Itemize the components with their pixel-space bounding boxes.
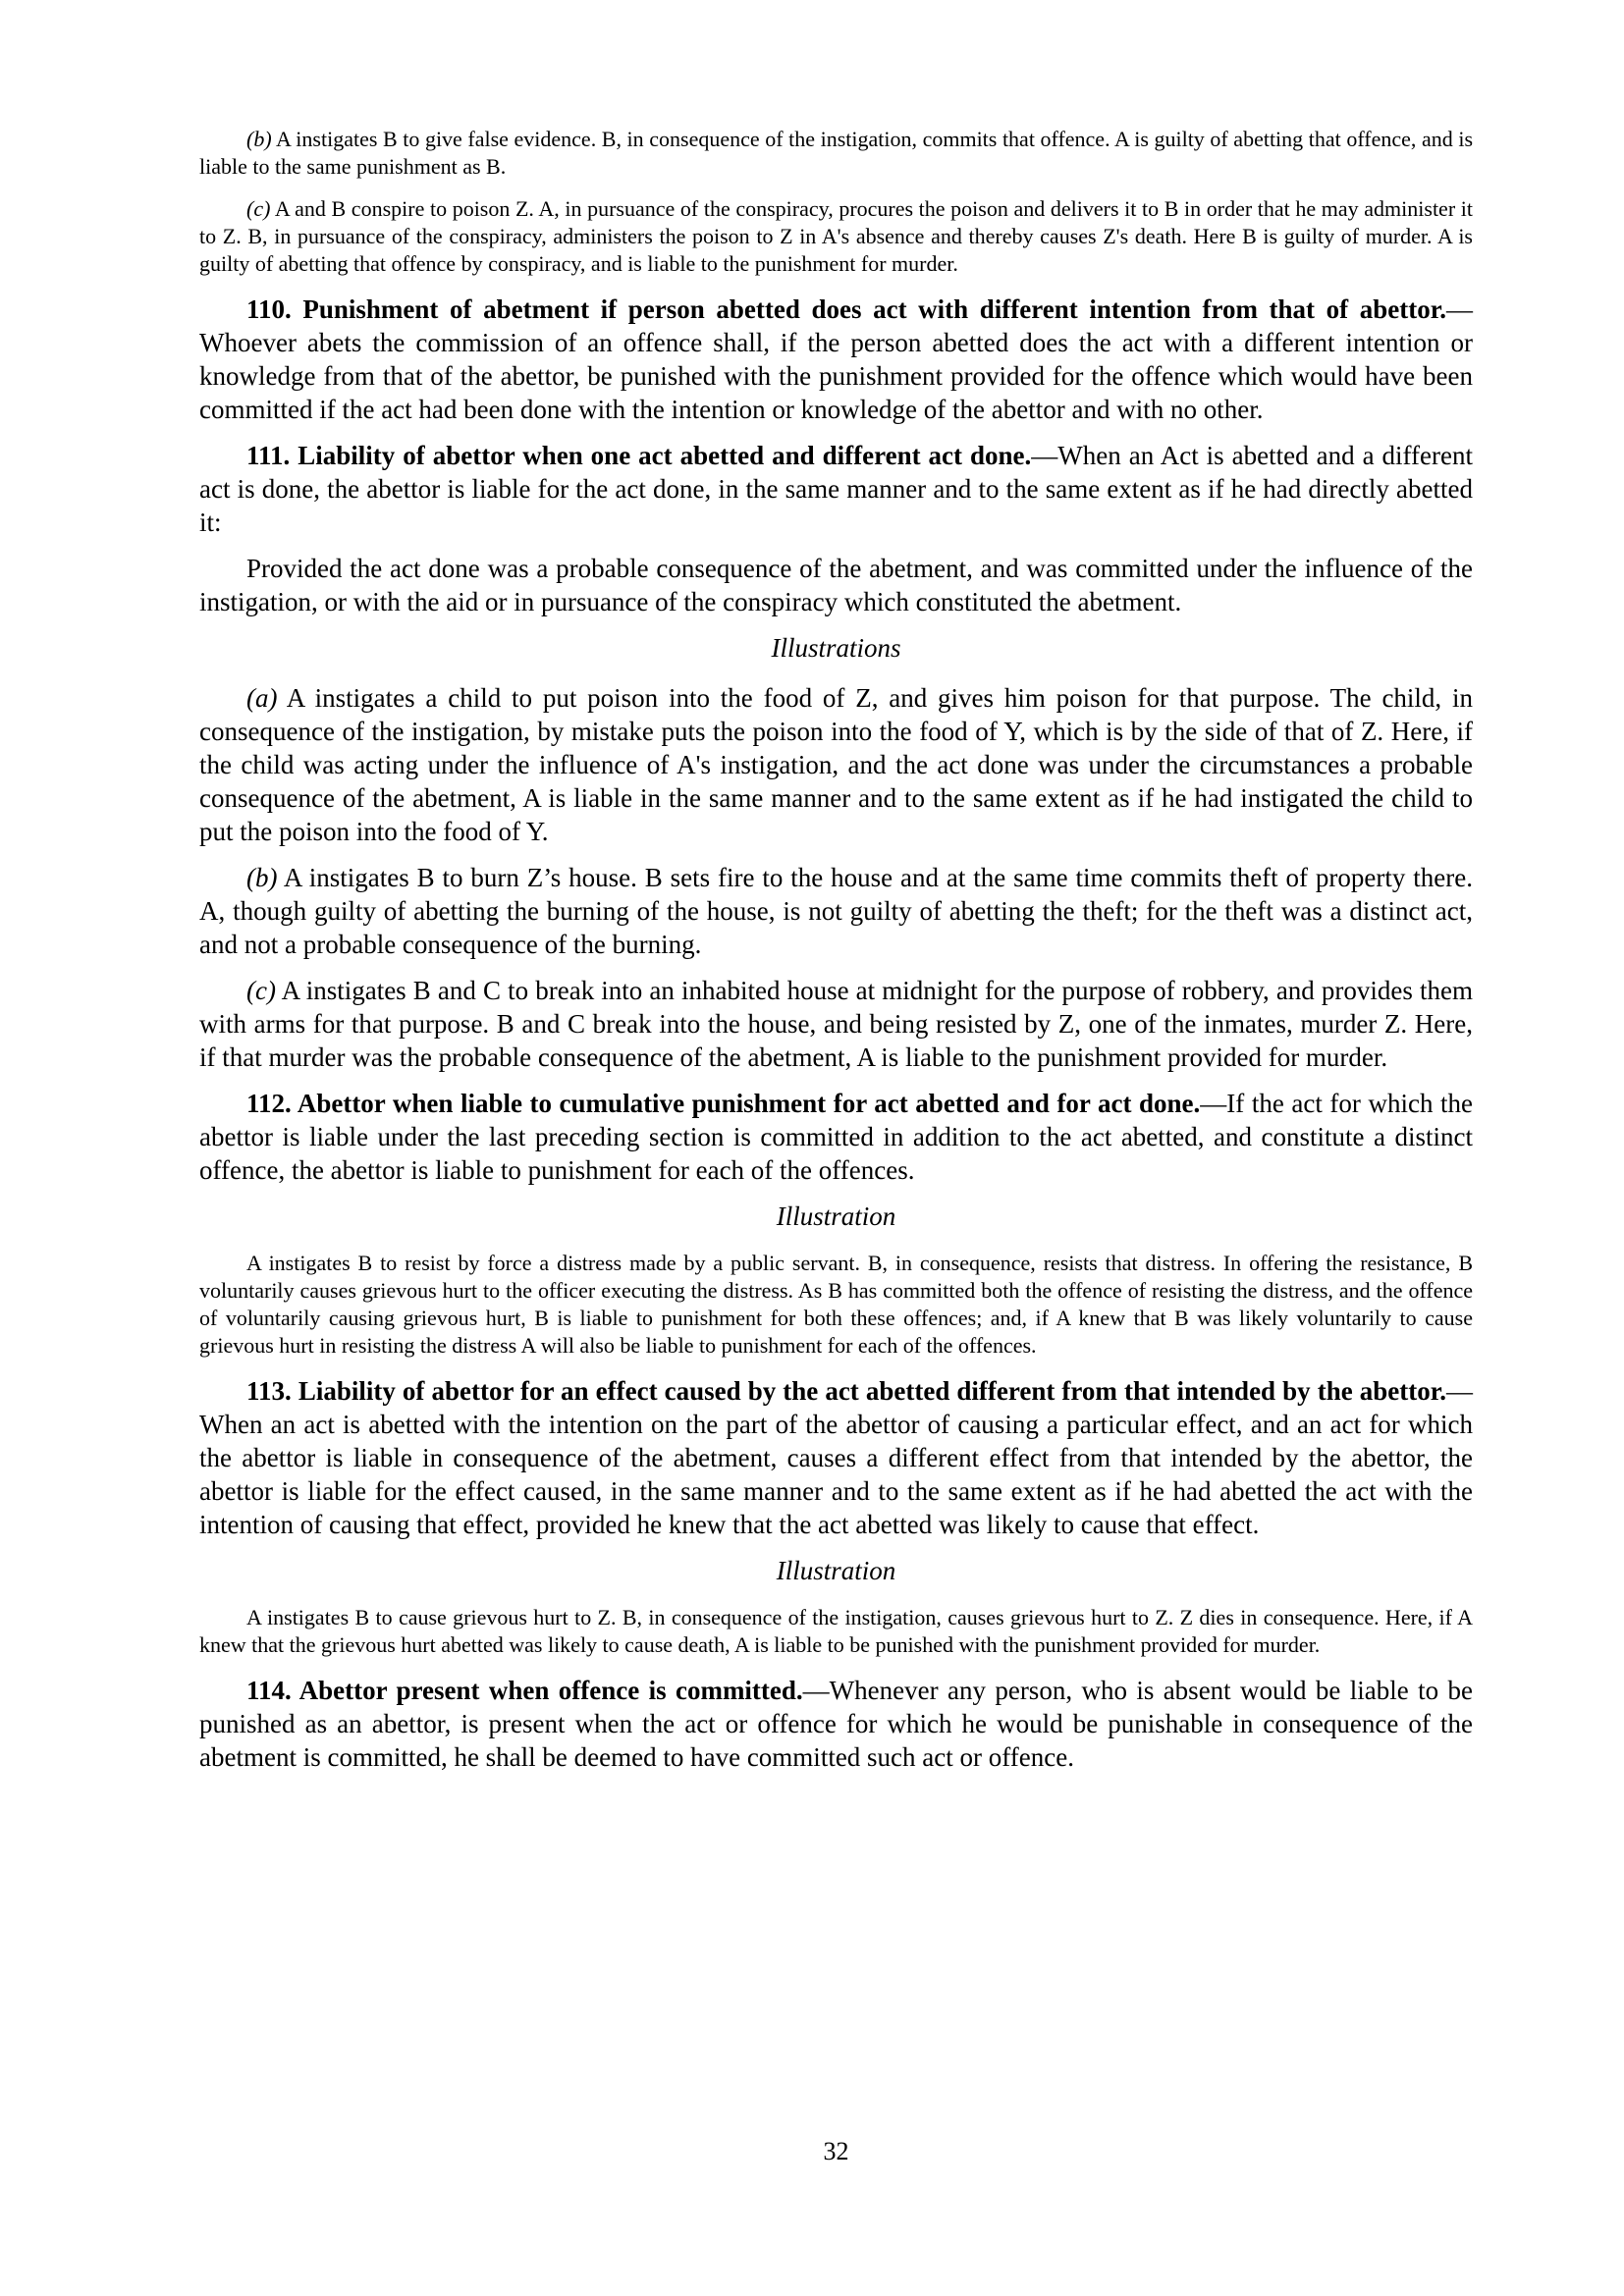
text-run-normal: —Whenever any person, who is absent would be liable to be punished as an abettor, is present when the act or offence for which he would be punishable in consequence of the abetment is committed, he shall be deemed to have committed such act or offence. bbox=[199, 1676, 1473, 1772]
text-run-normal: A instigates B to give false evidence. B, in consequence of the instigation, commits that offence. A is guilty of abetting that offence, and is liable to the same punishment as B. bbox=[199, 127, 1473, 179]
text-run-italic: (c) bbox=[246, 196, 271, 221]
text-run-normal: Illustrations bbox=[771, 633, 901, 663]
text-run-normal: A instigates B and C to break into an inhabited house at midnight for the purpose of robbery, and provides them with arms for that purpose. B and C break into the house, and being resisted by Z, one of the inmates, murder Z. Here, if that murder was the probable consequence of the abetment, A is liable to the punishment provided for murder. bbox=[199, 976, 1473, 1072]
text-run-bold: 113. Liability of abettor for an effect caused by the act abetted different from that intended by the abettor. bbox=[246, 1376, 1446, 1406]
text-run-bold: 110. Punishment of abetment if person abetted does act with different intention from that of abettor. bbox=[246, 294, 1446, 324]
document-body bbox=[199, 126, 1473, 1787]
text-run-normal: —When an Act is abetted and a different act is done, the abettor is liable for the act done, in the same manner and to the same extent as if he had directly abetted it: bbox=[199, 441, 1473, 537]
text-run-normal: Illustration bbox=[776, 1201, 896, 1231]
page-number: 32 bbox=[823, 2137, 849, 2165]
illustration-heading-sec112 bbox=[199, 1200, 1473, 1233]
text-run-normal: A instigates B to burn Z’s house. B sets fire to the house and at the same time commits theft of property there. A, though guilty of abetting the burning of the house, is not guilty of abetting the theft; for the theft was a distinct act, and not a probable consequence of the burning. bbox=[199, 863, 1473, 959]
text-run-normal: —When an act is abetted with the intention on the part of the abettor of causing a particular effect, and an act for which the abettor is liable in consequence of the abetment, causes a different effect from that intended by the abettor, the abettor is liable for the effect caused, in the same manner and to the same extent as if he had abetted the act with the intention of causing that effect, provided he knew that the act abetted was likely to cause that effect. bbox=[199, 1376, 1473, 1539]
text-run-normal: Illustration bbox=[776, 1556, 896, 1585]
text-run-normal: A instigates a child to put poison into the food of Z, and gives him poison for that purpose. The child, in consequence of the instigation, by mistake puts the poison into the food of Y, which is by the side of that of Z. Here, if the child was acting under the influence of A's instigation, and the act done was under the circumstances a probable consequence of the abetment, A is liable in the same manner and to the same extent as if he had instigated the child to put the poison into the food of Y. bbox=[199, 683, 1473, 846]
text-run-italic: (a) bbox=[246, 683, 278, 713]
illustration-item-b-sec111 bbox=[199, 861, 1473, 961]
text-run-normal: Provided the act done was a probable consequence of the abetment, and was committed under the influence of the instigation, or with the aid or in pursuance of the conspiracy which constituted the abetment. bbox=[199, 554, 1473, 616]
text-run-italic: (c) bbox=[246, 976, 276, 1005]
text-run-bold: 114. Abettor present when offence is committed. bbox=[246, 1676, 803, 1705]
illustration-heading-sec113 bbox=[199, 1554, 1473, 1587]
section-111-proviso bbox=[199, 552, 1473, 618]
illustration-body-sec113 bbox=[199, 1604, 1473, 1659]
section-114-paragraph bbox=[199, 1674, 1473, 1774]
section-111-paragraph bbox=[199, 439, 1473, 539]
text-run-italic: (b) bbox=[246, 863, 278, 892]
illustration-body-sec112 bbox=[199, 1250, 1473, 1360]
text-run-normal: —If the act for which the abettor is liable under the last preceding section is committed in addition to the act abetted, and constitute a distinct offence, the abettor is liable to punishment for each of the offences. bbox=[199, 1089, 1473, 1185]
text-run-bold: 112. Abettor when liable to cumulative punishment for act abetted and for act done. bbox=[246, 1089, 1201, 1118]
text-run-bold: 111. Liability of abettor when one act abetted and different act done. bbox=[246, 441, 1032, 470]
illustration-item-c-sec109 bbox=[199, 195, 1473, 278]
text-run-normal: —Whoever abets the commission of an offence shall, if the person abetted does the act with a different intention or knowledge from that of the abettor, be punished with the punishment provided for the offence which would have been committed if the act had been done with the intention or knowledge of the abettor and with no other. bbox=[199, 294, 1473, 424]
illustration-item-c-sec111 bbox=[199, 974, 1473, 1074]
illustration-item-a-sec111 bbox=[199, 681, 1473, 848]
section-110-paragraph bbox=[199, 293, 1473, 426]
text-run-normal: A instigates B to resist by force a distress made by a public servant. B, in consequence, resists that distress. In offering the resistance, B voluntarily causes grievous hurt to the officer executing the distress. As B has committed both the offence of resisting the distress, and the offence of voluntarily causing grievous hurt, B is liable to punishment for both these offences; and, if A knew that B was likely voluntarily to cause grievous hurt in resisting the distress A will also be liable to punishment for each of the offences. bbox=[199, 1251, 1473, 1358]
illustration-item-b-sec109 bbox=[199, 126, 1473, 181]
illustrations-heading-sec111 bbox=[199, 631, 1473, 665]
section-113-paragraph bbox=[199, 1374, 1473, 1541]
text-run-normal: A and B conspire to poison Z. A, in pursuance of the conspiracy, procures the poison and delivers it to B in order that he may administer it to Z. B, in pursuance of the conspiracy, administers the poison to Z in A's absence and thereby causes Z's death. Here B is guilty of murder. A is guilty of abetting that offence by conspiracy, and is liable to the punishment for murder. bbox=[199, 196, 1473, 276]
text-run-italic: (b) bbox=[246, 127, 272, 151]
section-112-paragraph bbox=[199, 1087, 1473, 1187]
text-run-normal: A instigates B to cause grievous hurt to Z. B, in consequence of the instigation, causes grievous hurt to Z. Z dies in consequence. Here, if A knew that the grievous hurt abetted was likely to cause death, A is liable to be punished with the punishment provided for murder. bbox=[199, 1605, 1473, 1657]
